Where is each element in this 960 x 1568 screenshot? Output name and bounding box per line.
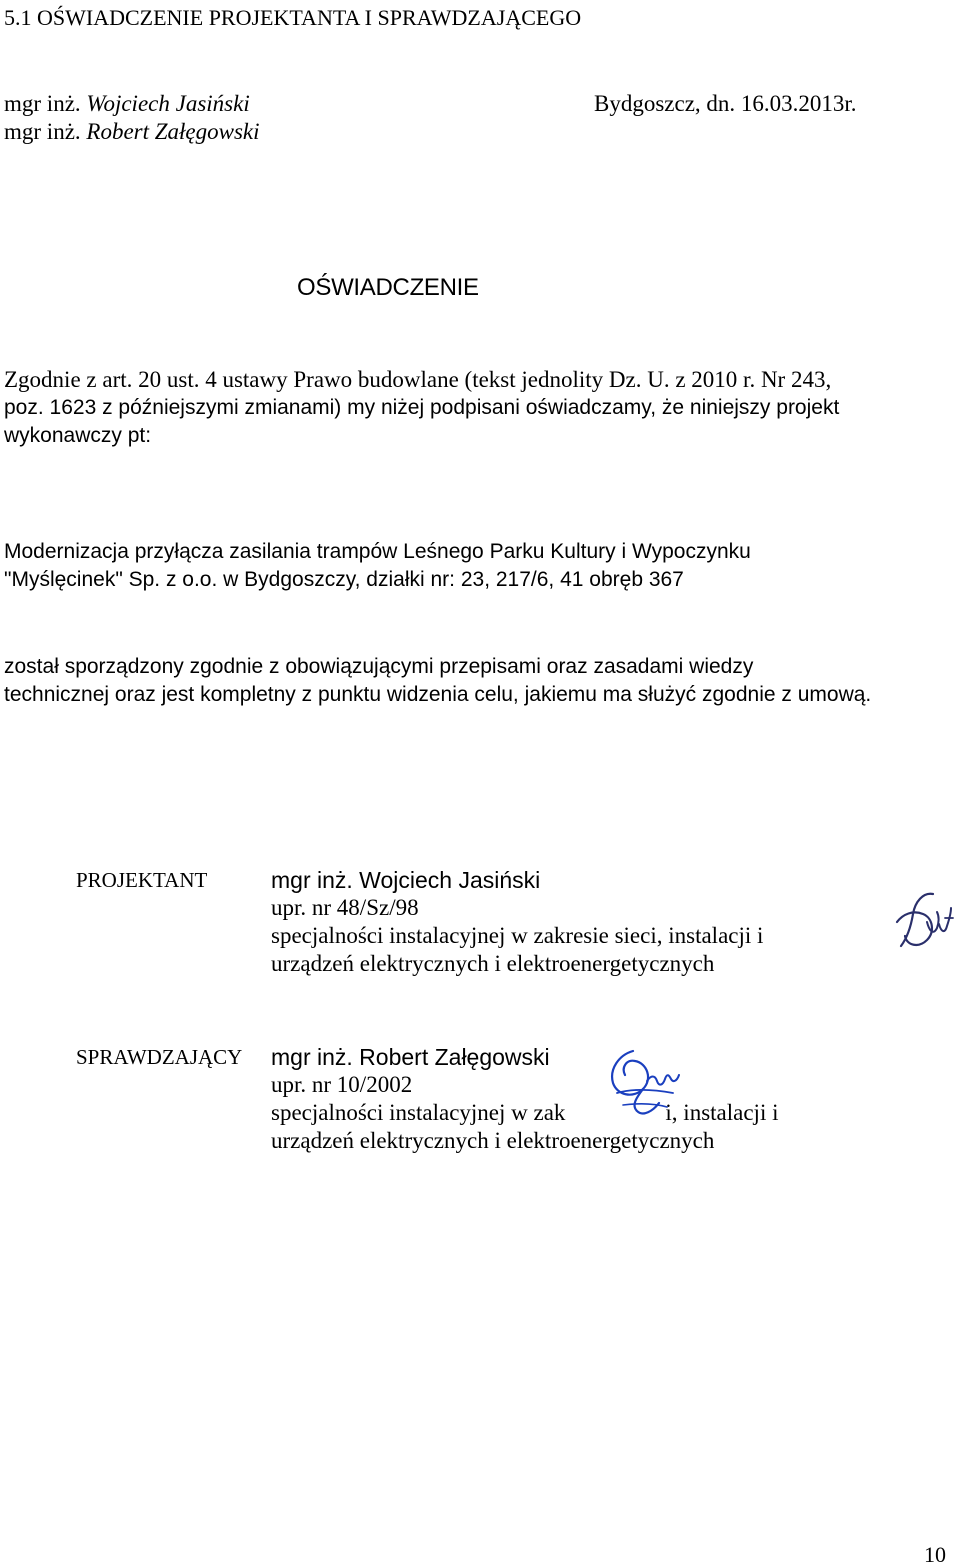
- reviewer-signature: [603, 1045, 683, 1123]
- author-1-name: Wojciech Jasiński: [86, 91, 250, 116]
- legal-basis-paragraph: [4, 366, 839, 450]
- author-line-2: [4, 118, 260, 146]
- reviewer-license: upr. nr 10/2002: [271, 1072, 413, 1097]
- reviewer-specialty-line: [271, 1099, 778, 1127]
- document-title: OŚWIADCZENIE: [297, 274, 479, 301]
- conclusion-line: technicznej oraz jest kompletny z punktu widzenia celu, jakiemu ma służyć zgodnie z umową.: [4, 683, 872, 706]
- reviewer-specialty-part-2: i, instalacji i: [665, 1100, 779, 1125]
- legal-basis-line: poz. 1623 z późniejszymi zmianami) my niżej podpisani oświadczamy, że niniejszy projekt: [4, 396, 840, 419]
- author-1-prefix: mgr inż.: [4, 91, 81, 116]
- project-line: "Myślęcinek" Sp. z o.o. w Bydgoszczy, działki nr: 23, 217/6, 41 obręb 367: [4, 568, 684, 591]
- designer-details: [271, 866, 763, 978]
- section-title: 5.1 OŚWIADCZENIE PROJEKTANTA I SPRAWDZAJĄCEGO: [4, 5, 582, 30]
- legal-basis-line: wykonawczy pt:: [4, 424, 152, 447]
- designer-name: mgr inż. Wojciech Jasiński: [271, 867, 541, 893]
- author-2-prefix: mgr inż.: [4, 119, 81, 144]
- reviewer-role-label: SPRAWDZAJĄCY: [76, 1045, 243, 1069]
- project-line: Modernizacja przyłącza zasilania trampów Leśnego Parku Kultury i Wypoczynku: [4, 540, 751, 563]
- conclusion-paragraph: [4, 653, 871, 709]
- reviewer-specialty-line: urządzeń elektrycznych i elektroenergetycznych: [271, 1128, 715, 1153]
- legal-basis-line: Zgodnie z art. 20 ust. 4 ustawy Prawo budowlane (tekst jednolity Dz. U. z 2010 r. Nr 243,: [4, 367, 832, 392]
- designer-specialty-line: urządzeń elektrycznych i elektroenergetycznych: [271, 951, 715, 976]
- reviewer-details: [271, 1043, 778, 1155]
- reviewer-specialty-part-1: specjalności instalacyjnej w zak: [271, 1100, 566, 1125]
- author-line-1: [4, 90, 260, 118]
- authors-block: [4, 90, 260, 146]
- place-and-date: Bydgoszcz, dn. 16.03.2013r.: [594, 91, 857, 116]
- designer-specialty-line: specjalności instalacyjnej w zakresie sieci, instalacji i: [271, 923, 764, 948]
- page-number: 10: [924, 1542, 946, 1567]
- reviewer-name: mgr inż. Robert Załęgowski: [271, 1044, 550, 1070]
- conclusion-line: został sporządzony zgodnie z obowiązującymi przepisami oraz zasadami wiedzy: [4, 655, 754, 678]
- designer-license: upr. nr 48/Sz/98: [271, 895, 419, 920]
- designer-role-label: PROJEKTANT: [76, 868, 208, 892]
- author-2-name: Robert Załęgowski: [86, 119, 260, 144]
- project-subject: [4, 538, 751, 594]
- designer-signature: [893, 888, 955, 956]
